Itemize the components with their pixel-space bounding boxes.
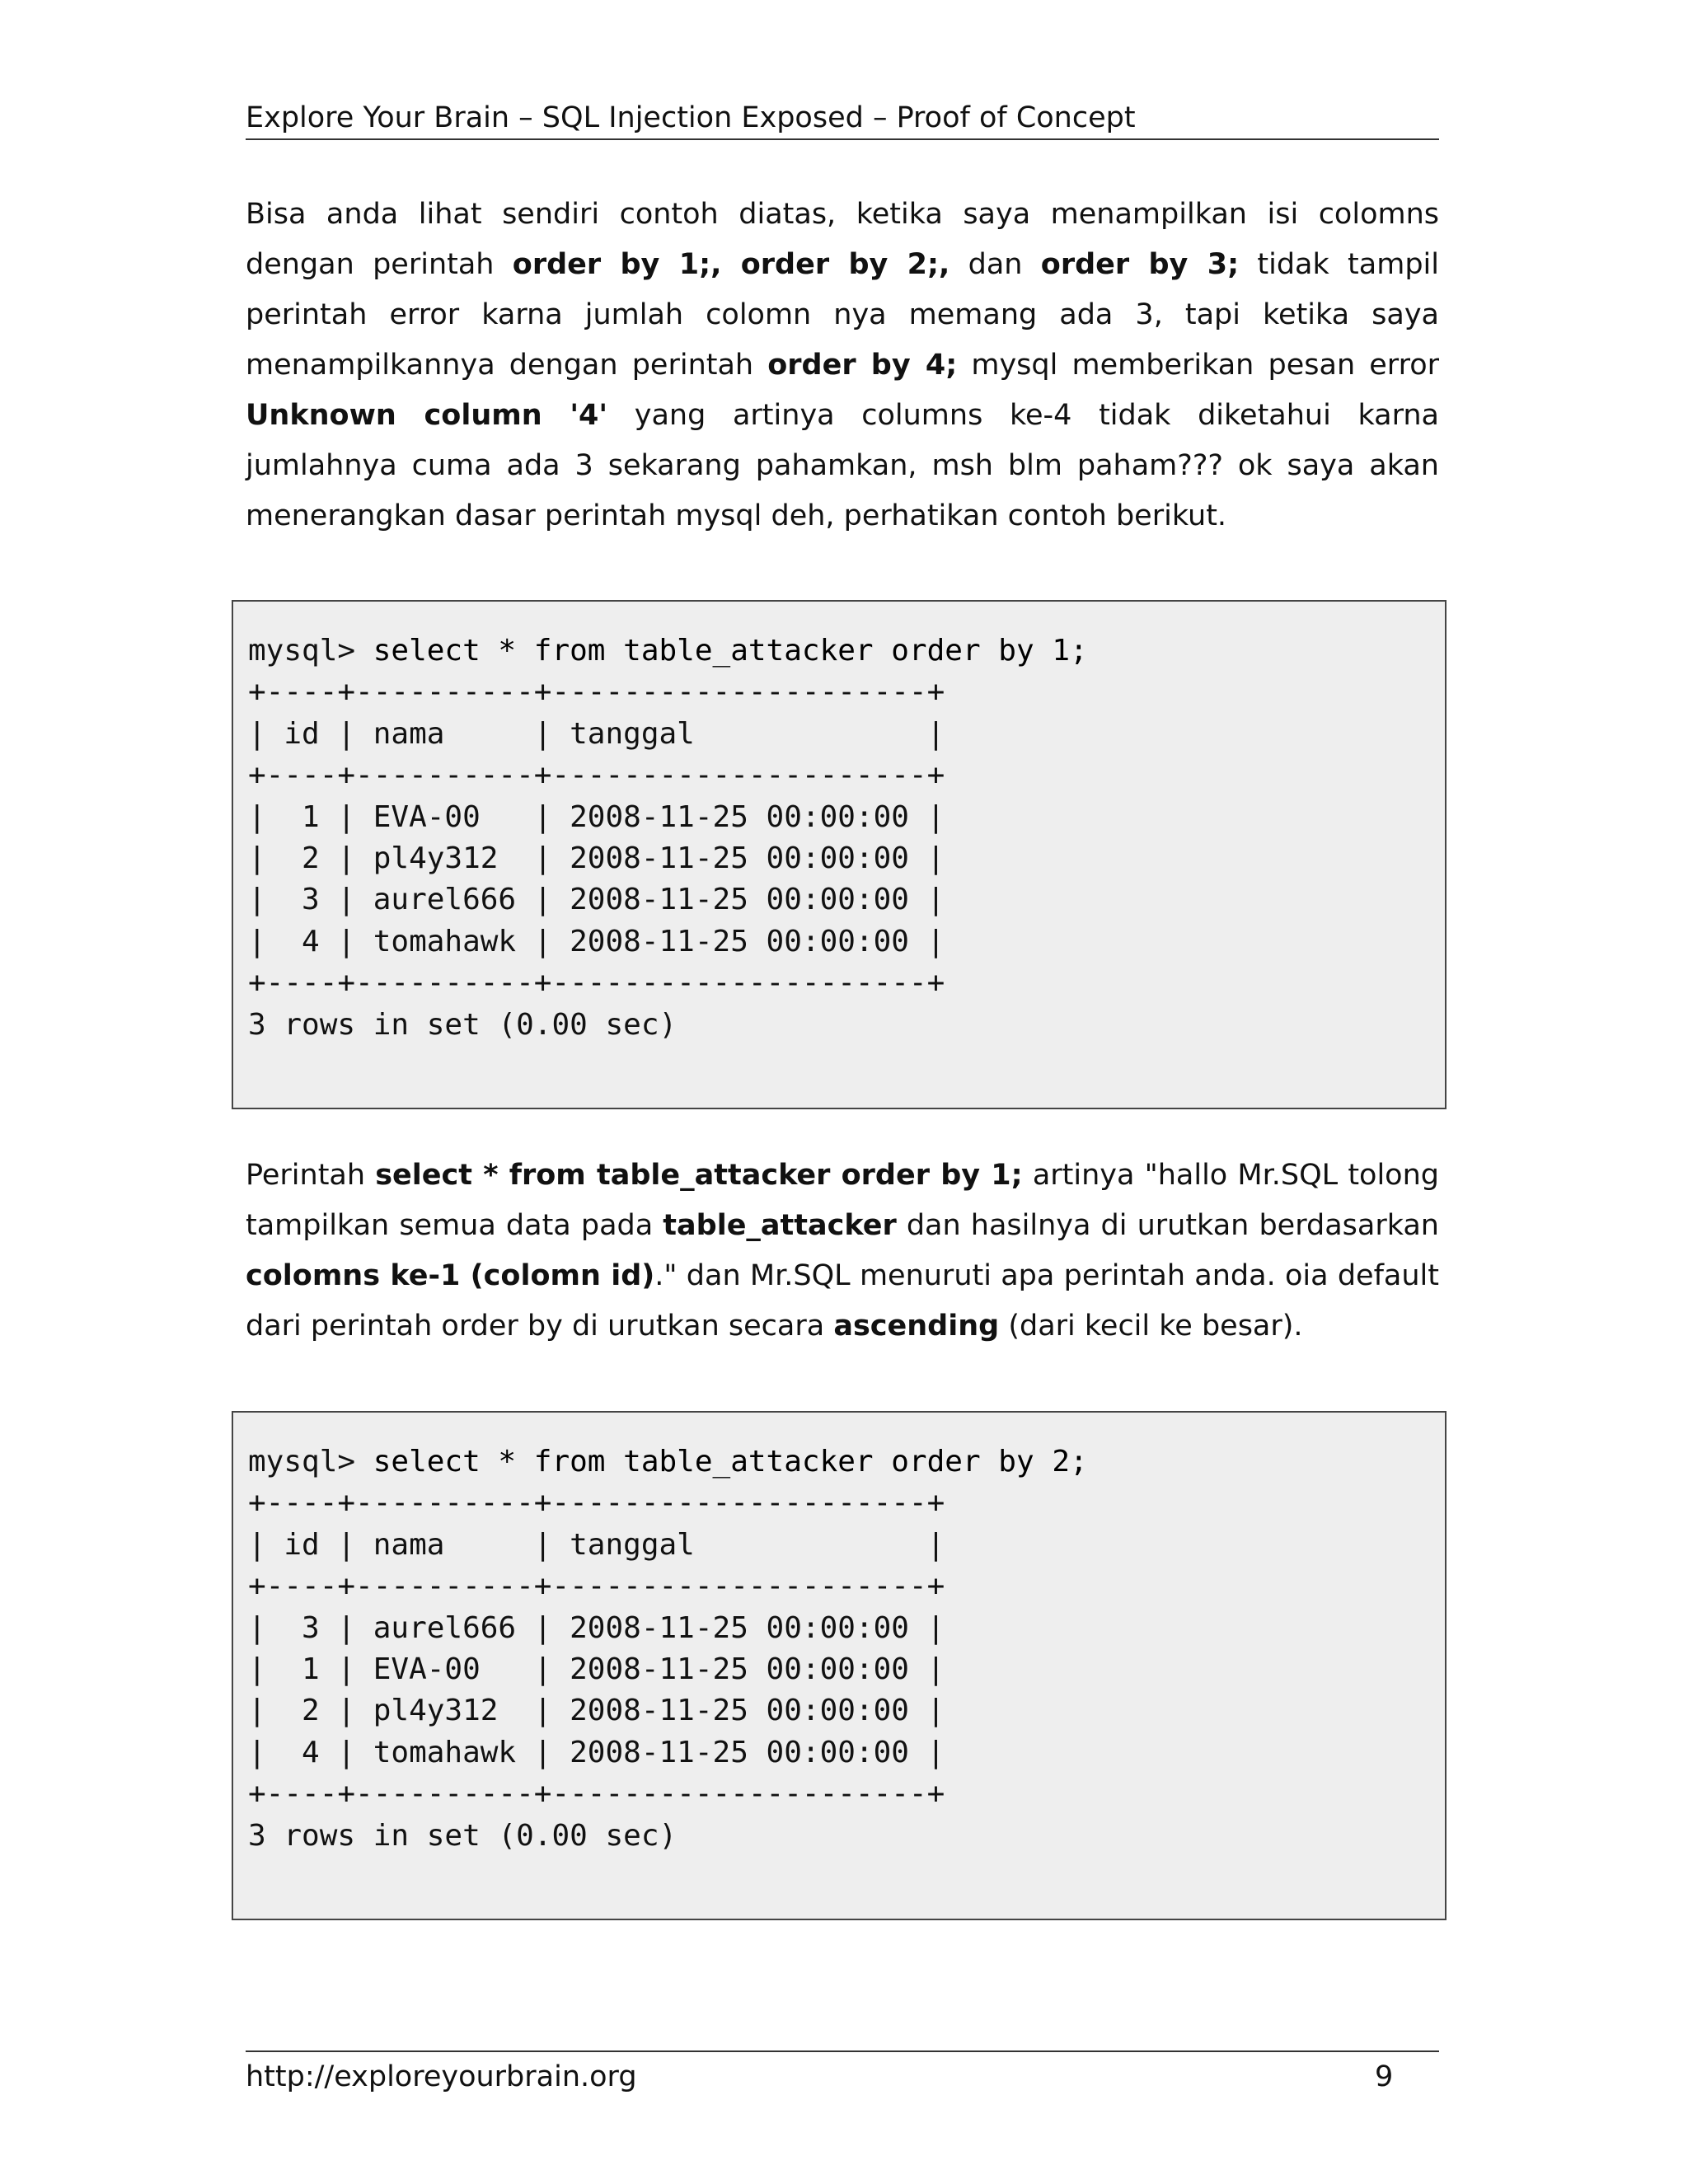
page-number: 9: [1375, 2060, 1394, 2093]
text-run: Bisa anda lihat sendiri contoh diatas, ketika saya menampilkan isi colomns dengan perintah: [246, 198, 1439, 281]
code-command: select * from table_attacker order by 2;: [373, 1445, 1088, 1479]
code-table-row: | 1 | EVA-00 | 2008-11-25 00:00:00 |: [248, 799, 945, 834]
paragraph-select-explanation: [246, 1151, 1439, 1352]
text-run: dan: [950, 248, 1041, 281]
text-run: mysql memberikan pesan error: [957, 349, 1439, 382]
text-run: yang artinya columns ke-4 tidak diketahui karna jumlahnya cuma ada 3 sekarang pahamkan, msh blm paham??? ok saya akan menerangkan dasar perintah mysql deh, perhatikan contoh berikut.: [246, 399, 1439, 532]
bold-run: order by 3;: [1040, 248, 1240, 281]
code-prompt: mysql>: [248, 1445, 373, 1479]
bold-run: select * from table_attacker order by 1;: [375, 1159, 1023, 1192]
code-table-border: +----+----------+---------------------+: [248, 966, 945, 1001]
code-block-order-by-2: [232, 1411, 1447, 1920]
text-run: artinya "hallo Mr.SQL tolong tampilkan semua data pada: [246, 1159, 1439, 1242]
code-result-summary: 3 rows in set (0.00 sec): [248, 1818, 678, 1853]
page-footer: [246, 2050, 1439, 2093]
bold-run: table_attacker: [663, 1209, 897, 1242]
text-run: (dari kecil ke besar).: [999, 1310, 1303, 1343]
page-header-title: Explore Your Brain – SQL Injection Exposed – Proof of Concept: [246, 97, 1439, 140]
code-table-border: +----+----------+---------------------+: [248, 1486, 945, 1521]
text-run: dan hasilnya di urutkan berdasarkan: [896, 1209, 1439, 1242]
text-run: ." dan Mr.SQL menuruti apa perintah anda. oia default dari perintah order by di urutkan secara: [246, 1259, 1439, 1343]
bold-run: order by 1;, order by 2;,: [512, 248, 950, 281]
code-table-row: | 4 | tomahawk | 2008-11-25 00:00:00 |: [248, 1735, 945, 1769]
code-table-header: | id | nama | tanggal |: [248, 716, 945, 751]
code-table-border: +----+----------+---------------------+: [248, 675, 945, 710]
bold-run: colomns ke-1 (colomn id): [246, 1259, 655, 1292]
text-run: Perintah: [246, 1159, 376, 1192]
code-block-order-by-1: [232, 600, 1447, 1109]
bold-run: ascending: [833, 1310, 1000, 1343]
code-result-summary: 3 rows in set (0.00 sec): [248, 1007, 678, 1042]
code-command-line: [248, 1441, 1445, 1483]
code-table-border: +----+----------+---------------------+: [248, 758, 945, 793]
code-table-row: | 2 | pl4y312 | 2008-11-25 00:00:00 |: [248, 1694, 945, 1728]
code-table-header: | id | nama | tanggal |: [248, 1527, 945, 1562]
code-prompt: mysql>: [248, 634, 373, 668]
footer-url-link[interactable]: http://exploreyourbrain.org: [246, 2060, 637, 2093]
code-table-row: | 4 | tomahawk | 2008-11-25 00:00:00 |: [248, 924, 945, 958]
code-table-border: +----+----------+---------------------+: [248, 1777, 945, 1811]
text-run: tidak tampil perintah error karna jumlah colomn nya memang ada 3, tapi ketika saya menampilkannya dengan perintah: [246, 248, 1439, 382]
bold-run: Unknown column '4': [246, 399, 608, 432]
code-table-row: | 3 | aurel666 | 2008-11-25 00:00:00 |: [248, 1610, 945, 1645]
paragraph-order-by-explanation: [246, 190, 1439, 541]
code-table-row: | 2 | pl4y312 | 2008-11-25 00:00:00 |: [248, 841, 945, 875]
bold-run: order by 4;: [767, 349, 958, 382]
code-table-row: | 1 | EVA-00 | 2008-11-25 00:00:00 |: [248, 1652, 945, 1686]
code-command-line: [248, 630, 1445, 672]
code-table-border: +----+----------+---------------------+: [248, 1569, 945, 1604]
code-command: select * from table_attacker order by 1;: [373, 634, 1088, 668]
code-table-row: | 3 | aurel666 | 2008-11-25 00:00:00 |: [248, 883, 945, 917]
